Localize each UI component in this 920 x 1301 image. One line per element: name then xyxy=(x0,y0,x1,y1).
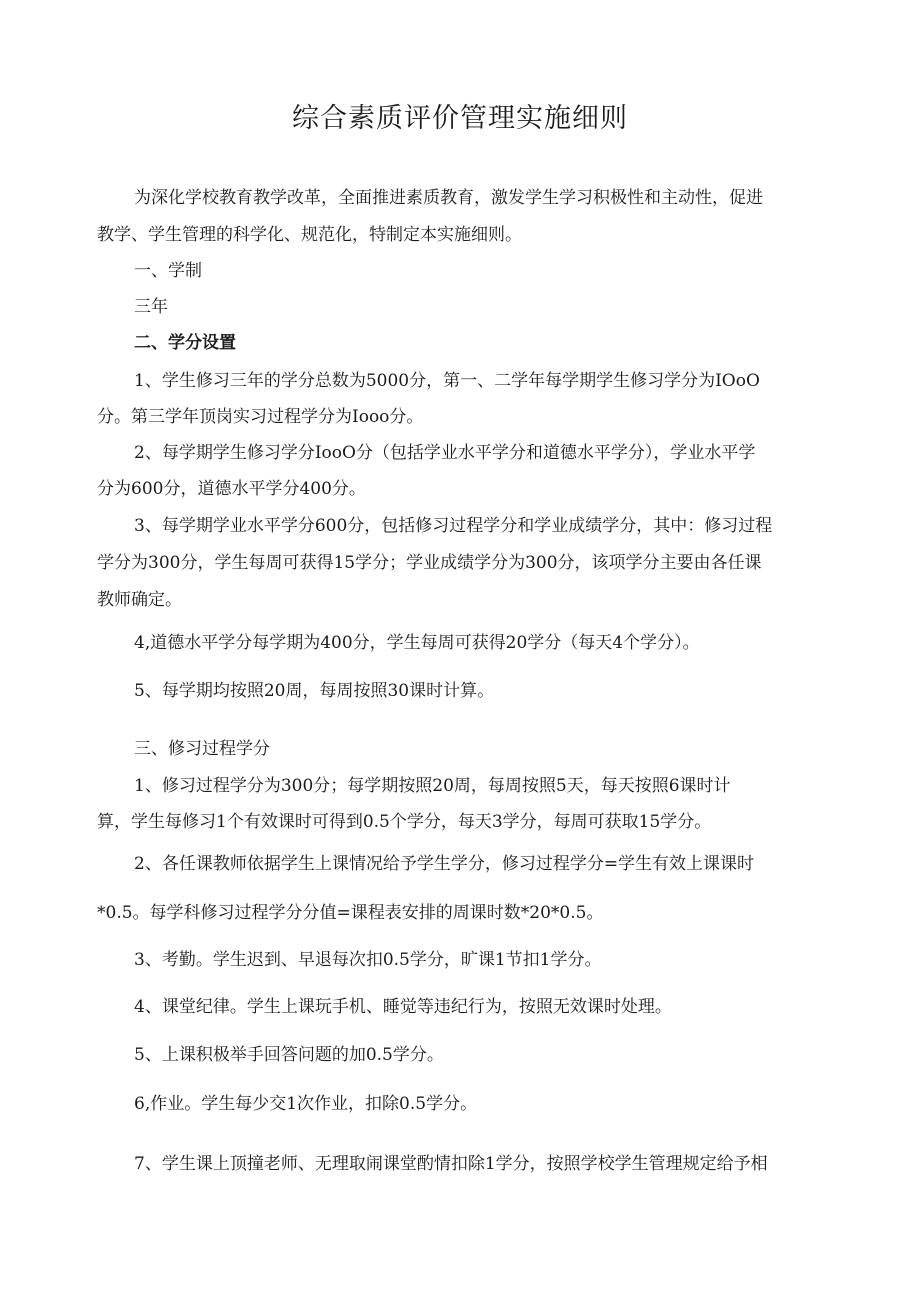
item-3-3: 3、考勤。学生迟到、早退每次扣0.5学分，旷课1节扣1学分。 xyxy=(134,950,602,970)
item-2-3-line-1: 3、每学期学业水平学分600分，包括修习过程学分和学业成绩学分，其中：修习过程 xyxy=(134,516,773,536)
item-3-2-line-2: *0.5。每学科修习过程学分分值=课程表安排的周课时数*20*0.5。 xyxy=(97,903,604,923)
item-2-2-line-1: 2、每学期学生修习学分IooO分（包括学业水平学分和道德水平学分），学业水平学 xyxy=(134,443,756,463)
item-2-4: 4,道德水平学分每学期为400分，学生每周可获得20学分（每天4个学分）。 xyxy=(134,633,700,653)
item-3-1-line-1: 1、修习过程学分为300分；每学期按照20周，每周按照5天，每天按照6课时计 xyxy=(134,776,731,796)
item-3-5: 5、上课积极举手回答问题的加0.5学分。 xyxy=(134,1045,444,1065)
item-3-4: 4、课堂纪律。学生上课玩手机、睡觉等违纪行为，按照无效课时处理。 xyxy=(134,997,672,1017)
item-2-5: 5、每学期均按照20周，每周按照30课时计算。 xyxy=(134,681,495,701)
item-2-1-line-1: 1、学生修习三年的学分总数为5000分，第一、二学年每学期学生修习学分为IOoO xyxy=(134,371,760,391)
item-3-2-line-1: 2、各任课教师依据学生上课情况给予学生学分，修习过程学分=学生有效上课课时 xyxy=(134,854,755,874)
intro-line-1: 为深化学校教育教学改革，全面推进素质教育，激发学生学习积极性和主动性，促进 xyxy=(134,188,763,208)
item-3-6: 6,作业。学生每少交1次作业，扣除0.5学分。 xyxy=(134,1094,478,1114)
item-2-3-line-2: 学分为300分，学生每周可获得15学分；学业成绩学分为300分，该项学分主要由各任课 xyxy=(97,553,762,573)
section-heading-2: 二、学分设置 xyxy=(134,333,236,353)
item-3-7-line-1: 7、学生课上顶撞老师、无理取闹课堂酌情扣除1学分，按照学校学生管理规定给予相 xyxy=(134,1154,768,1174)
item-2-3-line-3: 教师确定。 xyxy=(97,590,182,610)
section-heading-1: 一、学制 xyxy=(134,261,202,281)
item-2-1-line-2: 分。第三学年顶岗实习过程学分为Iooo分。 xyxy=(97,407,424,427)
page-title: 综合素质评价管理实施细则 xyxy=(292,103,628,134)
item-2-2-line-2: 分为600分，道德水平学分400分。 xyxy=(97,479,366,499)
intro-line-2: 教学、学生管理的科学化、规范化，特制定本实施细则。 xyxy=(97,225,522,245)
item-3-1-line-2: 算，学生每修习1个有效课时可得到0.5个学分，每天3学分，每周可获取15学分。 xyxy=(97,812,712,832)
section-1-body: 三年 xyxy=(134,297,168,317)
section-heading-3: 三、修习过程学分 xyxy=(134,739,270,759)
